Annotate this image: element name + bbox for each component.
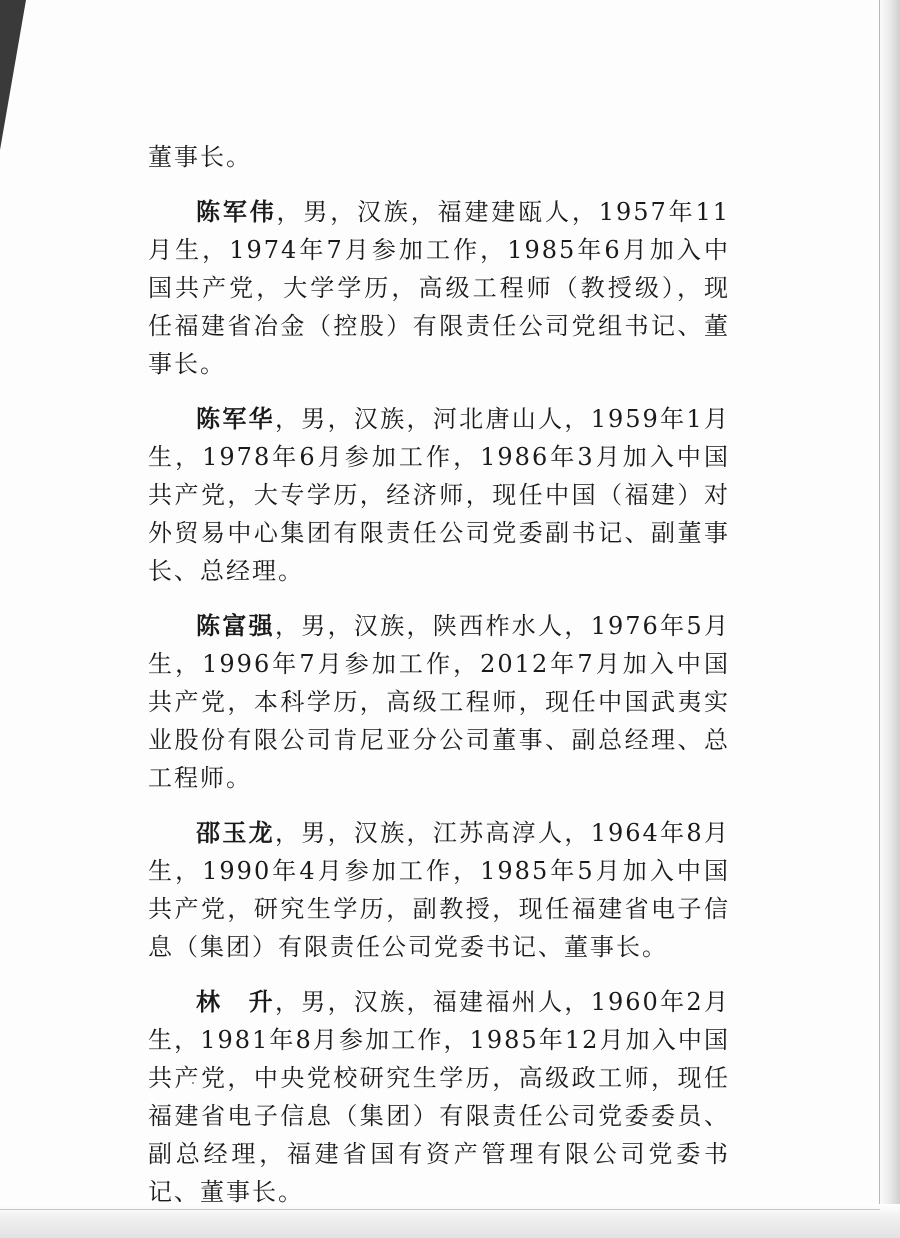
profile-paragraph [148,983,730,1211]
person-name: 林 升 [196,988,275,1016]
profile-text: ，男，汉族，江苏高淳人，1964年8月生，1990年4月参加工作，1985年5月加入中国共产党，研究生学历，副教授，现任福建省电子信息（集团）有限责任公司党委书记、董事长。 [148,819,731,961]
profile-text: ，男，汉族，福建福州人，1960年2月生，1981年8月参加工作，1985年12月加入中国共产党，中央党校研究生学历，高级政工师，现任福建省电子信息（集团）有限责任公司党委委员、副总经理，福建省国有资产管理有限公司党委书记、董事长。 [148,988,731,1206]
person-name: 陈富强 [196,612,275,640]
person-name: 邵玉龙 [196,819,275,847]
profile-text: ，男，汉族，陕西柞水人，1976年5月生，1996年7月参加工作，2012年7月加入中国共产党，本科学历，高级工程师，现任中国武夷实业股份有限公司肯尼亚分公司董事、副总经理、总工程师。 [148,612,731,792]
profile-text: ，男，汉族，福建建瓯人，1957年11月生，1974年7月参加工作，1985年6月加入中国共产党，大学学历，高级工程师（教授级），现任福建省冶金（控股）有限责任公司党组书记、董事长。 [148,198,731,378]
profile-paragraph [148,400,730,590]
scan-right-edge-line [879,0,880,1238]
person-name: 陈军华 [196,405,275,433]
profile-paragraph [148,607,730,797]
scan-corner-shadow [0,0,26,150]
profile-paragraph [148,814,730,966]
continuation-paragraph: 董事长。 [148,143,252,171]
scan-right-edge [878,0,900,1238]
person-name: 陈军伟 [196,198,277,226]
document-body [148,138,730,1211]
profile-paragraph [148,193,730,383]
profile-text: ，男，汉族，河北唐山人，1959年1月生，1978年6月参加工作，1986年3月加入中国共产党，大专学历，经济师，现任中国（福建）对外贸易中心集团有限责任公司党委副书记、副董事长、总经理。 [148,405,731,585]
